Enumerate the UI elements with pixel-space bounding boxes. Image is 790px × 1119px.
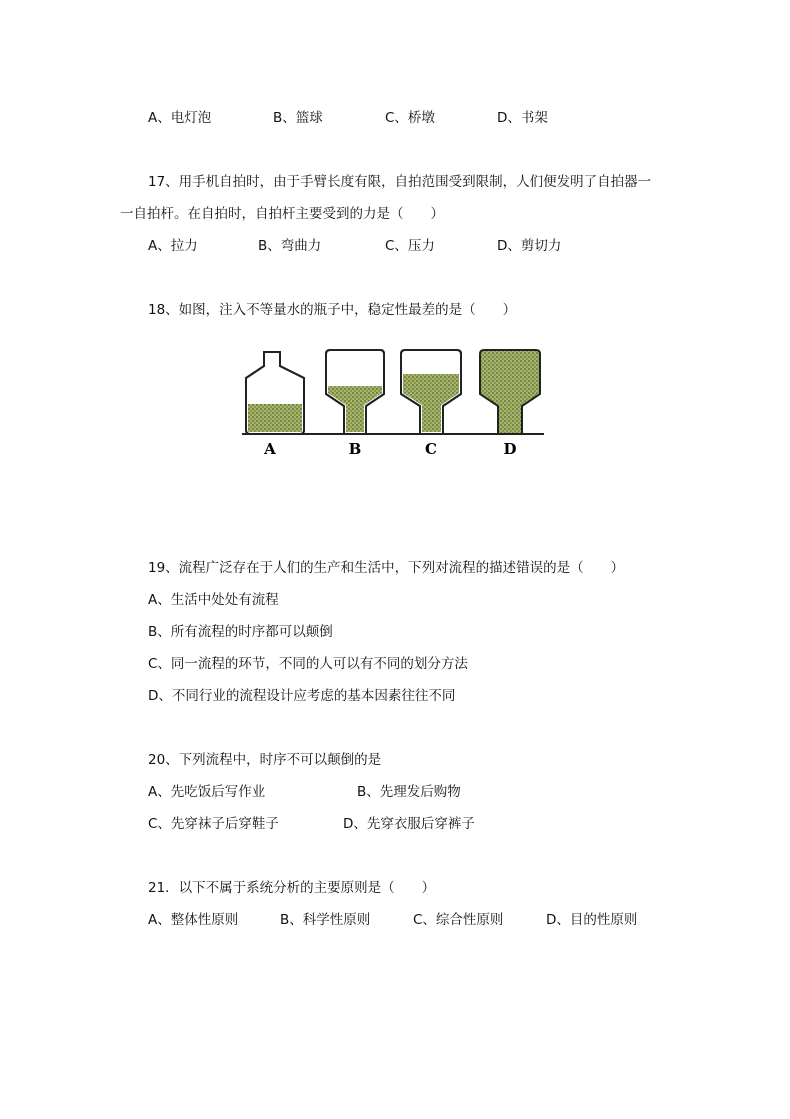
q17-stem-line1: 17、用手机自拍时，由于手臂长度有限，自拍范围受到限制，人们便发明了自拍器一 xyxy=(148,174,652,190)
q16-option-a: A、电灯泡 xyxy=(148,110,212,126)
q20-stem: 20、下列流程中，时序不可以颠倒的是 xyxy=(148,752,382,768)
q20-option-c: C、先穿袜子后穿鞋子 xyxy=(148,816,279,832)
figure-label-b: B xyxy=(348,440,362,458)
bottles-figure xyxy=(240,348,545,458)
q17-option-b: B、弯曲力 xyxy=(258,238,322,254)
q19-stem: 19、流程广泛存在于人们的生产和生活中，下列对流程的描述错误的是（ ） xyxy=(148,560,625,576)
figure-label-d: D xyxy=(503,440,517,458)
q16-option-d: D、书架 xyxy=(497,110,548,126)
q21-option-a: A、整体性原则 xyxy=(148,912,239,928)
q19-option-a: A、生活中处处有流程 xyxy=(148,592,279,608)
q19-option-d: D、不同行业的流程设计应考虑的基本因素往往不同 xyxy=(148,688,456,704)
q16-option-c: C、桥墩 xyxy=(385,110,435,126)
bottle-d-icon xyxy=(480,350,540,434)
q20-option-d: D、先穿衣服后穿裤子 xyxy=(343,816,475,832)
bottle-c-icon xyxy=(401,350,461,434)
q17-option-c: C、压力 xyxy=(385,238,435,254)
q21-stem: 21．以下不属于系统分析的主要原则是（ ） xyxy=(148,880,436,896)
q20-option-b: B、先理发后购物 xyxy=(357,784,461,800)
figure-label-a: A xyxy=(264,440,276,458)
q18-stem: 18、如图，注入不等量水的瓶子中，稳定性最差的是（ ） xyxy=(148,302,517,318)
q17-option-a: A、拉力 xyxy=(148,238,198,254)
q21-option-c: C、综合性原则 xyxy=(413,912,504,928)
q19-option-b: B、所有流程的时序都可以颠倒 xyxy=(148,624,333,640)
figure-label-c: C xyxy=(425,440,437,458)
q19-option-c: C、同一流程的环节，不同的人可以有不同的划分方法 xyxy=(148,656,468,672)
q17-option-d: D、剪切力 xyxy=(497,238,562,254)
q17-stem-line2: 一自拍杆。在自拍时，自拍杆主要受到的力是（ ） xyxy=(120,206,444,222)
q21-option-b: B、科学性原则 xyxy=(280,912,371,928)
bottle-a-icon xyxy=(246,352,304,434)
q20-option-a: A、先吃饭后写作业 xyxy=(148,784,266,800)
bottle-b-icon xyxy=(326,350,384,434)
q21-option-d: D、目的性原则 xyxy=(546,912,638,928)
q16-option-b: B、篮球 xyxy=(273,110,323,126)
